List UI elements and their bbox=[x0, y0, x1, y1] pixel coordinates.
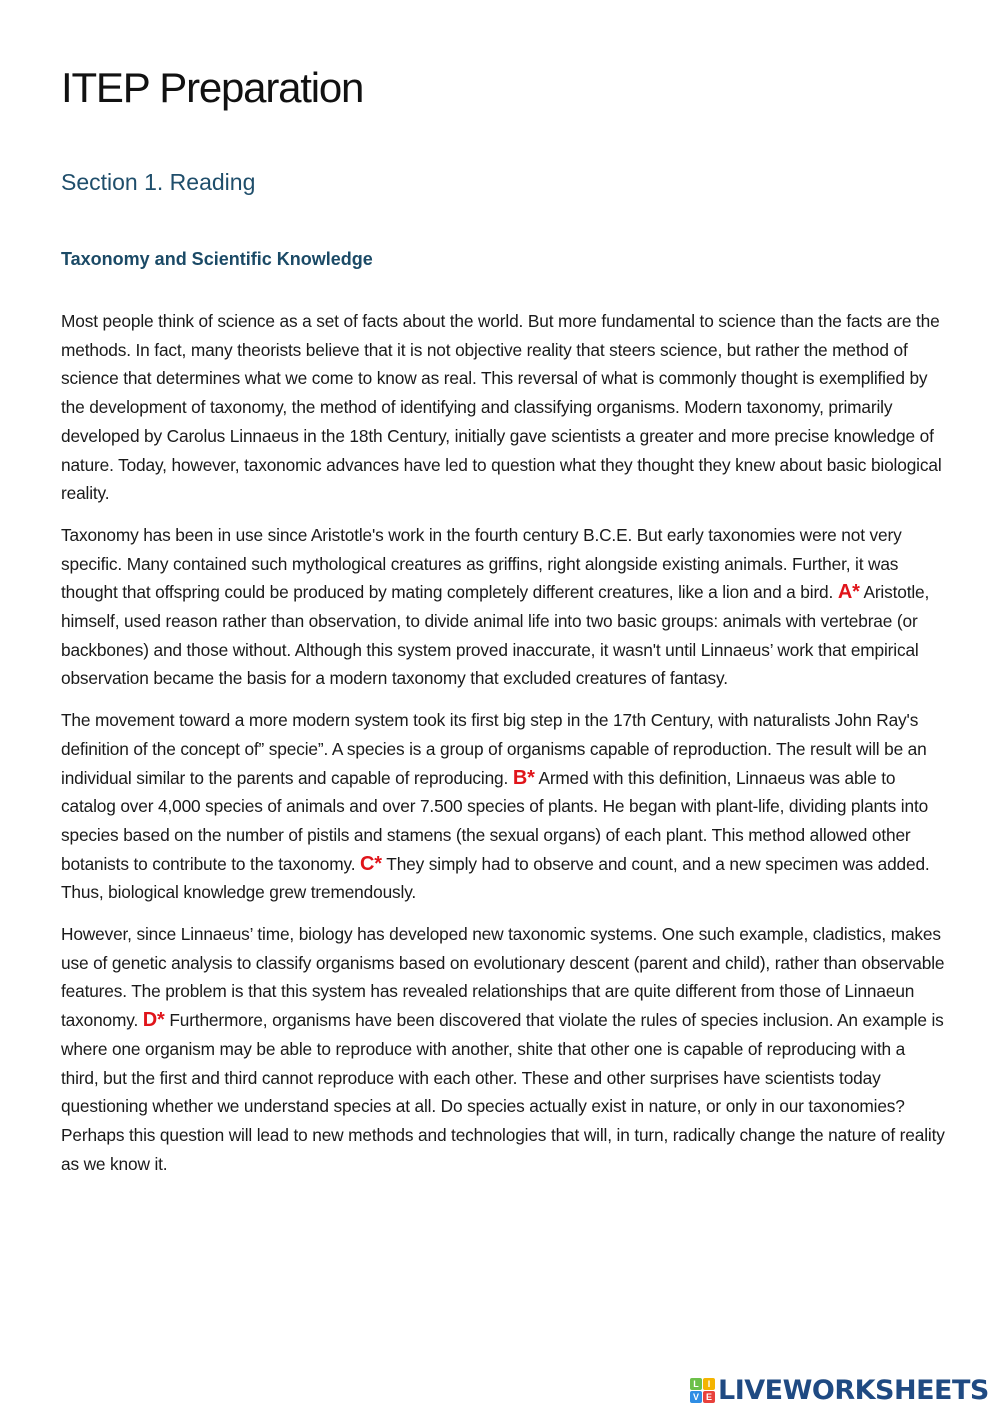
paragraph-2: Taxonomy has been in use since Aristotle's work in the fourth century B.C.E. But early taxonomies were not very specific. Many contained such mythological creatures as griffins, right alongside existing animals. Further, it was thought that offspring could be produced by mating completely different creatures, like a lion and a bird. A* Aristotle, himself, used reason rather than observation, to divide animal life into two basic groups: animals with vertebrae (or backbones) and those without. Although this system proved inaccurate, it wasn't until Linnaeus’ work that empirical observation became the basis for a modern taxonomy that excluded creatures of fantasy. bbox=[61, 524, 930, 689]
paragraph-3: The movement toward a more modern system took its first big step in the 17th Century, with naturalists John Ray's definition of the concept of” specie”. A species is a group of organisms capable of reproduction. The result will be an individual similar to the parents and capable of reproducing. B* Armed with this definition, Linnaeus was able to catalog over 4,000 species of animals and over 7.500 species of plants. He began with plant-life, dividing plants into species based on the number of pistils and stamens (the sexual organs) of each plant. This method allowed other botanists to contribute to the taxonomy. C* They simply had to observe and count, and a new specimen was added. Thus, biological knowledge grew tremendously. bbox=[61, 710, 930, 903]
logo-tile-v: V bbox=[690, 1391, 702, 1403]
logo-tile-i: I bbox=[703, 1378, 715, 1390]
passage-title: Taxonomy and Scientific Knowledge bbox=[61, 249, 373, 269]
answer-marker-a[interactable]: A* bbox=[837, 581, 860, 604]
paragraph-1: Most people think of science as a set of facts about the world. But more fundamental to science than the facts are the methods. In fact, many theorists believe that it is not objective reality that steers science, but rather the method of science that determines what we come to know as real. This reversal of what is commonly thought is exemplified by the development of taxonomy, the method of identifying and classifying organisms. Modern taxonomy, primarily developed by Carolus Linnaeus in the 18th Century, initially gave scientists a greater and more precise knowledge of nature. Today, however, taxonomic advances have led to question what they thought they knew about basic biological reality. bbox=[61, 311, 942, 504]
answer-marker-b[interactable]: B* bbox=[512, 766, 535, 789]
logo-tile-e: E bbox=[703, 1391, 715, 1403]
logo-tiles-icon bbox=[690, 1378, 715, 1403]
paragraph-4: However, since Linnaeus’ time, biology has developed new taxonomic systems. One such example, cladistics, makes use of genetic analysis to classify organisms based on evolutionary descent (parent and child), rather than observable features. The problem is that this system has revealed relationships that are quite different from those of Linnaeun taxonomy. D* Furthermore, organisms have been discovered that violate the rules of species inclusion. An example is where one organism may be able to reproduce with another, shite that other one is capable of reproducing with a third, but the first and third cannot reproduce with each other. These and other surprises have scientists today questioning whether we understand species at all. Do species actually exist in nature, or only in our taxonomies? Perhaps this question will lead to new methods and technologies that will, in turn, radically change the nature of reality as we know it. bbox=[61, 924, 945, 1174]
section-heading: Section 1. Reading bbox=[61, 169, 256, 195]
liveworksheets-logo bbox=[690, 1374, 989, 1406]
logo-text: LIVEWORKSHEETS bbox=[718, 1374, 989, 1406]
logo-tile-l: L bbox=[690, 1378, 702, 1390]
answer-marker-d[interactable]: D* bbox=[142, 1009, 165, 1032]
answer-marker-c[interactable]: C* bbox=[360, 852, 382, 875]
page-title: ITEP Preparation bbox=[61, 64, 364, 111]
reading-passage bbox=[61, 307, 946, 1191]
